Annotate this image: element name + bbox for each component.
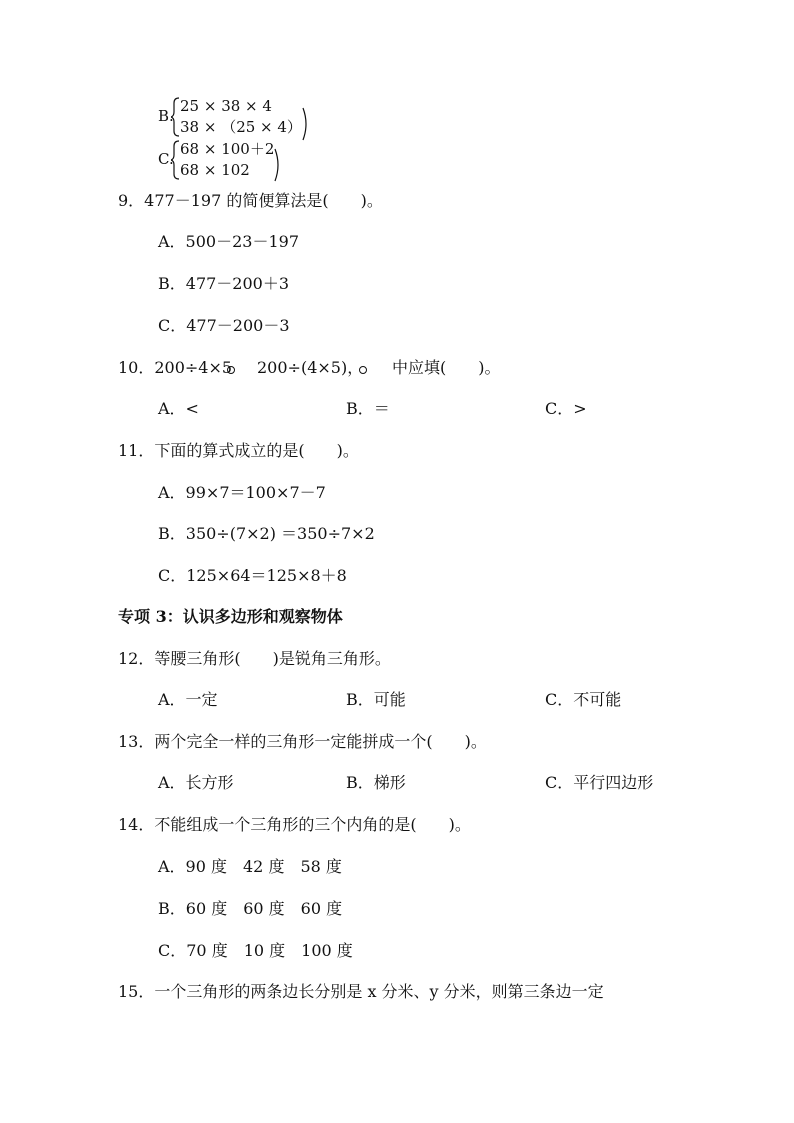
right-paren-icon bbox=[274, 148, 282, 182]
q10-stem-part-a: 10．200÷4×5 bbox=[118, 358, 233, 377]
option-b-line1: 25 × 38 × 4 bbox=[180, 97, 272, 115]
option-b-line2: 38 × （25 × 4） bbox=[180, 118, 302, 136]
right-paren-icon bbox=[302, 107, 310, 141]
q9-option-b[interactable]: B．477－200＋3 bbox=[158, 274, 290, 293]
q10-option-c[interactable]: C．> bbox=[545, 399, 587, 418]
q12-option-c[interactable]: C．不可能 bbox=[545, 690, 622, 709]
q14-stem: 14．不能组成一个三角形的三个内角的是( )。 bbox=[118, 815, 471, 834]
q12-option-b[interactable]: B．可能 bbox=[346, 690, 406, 709]
q14-option-a[interactable]: A．90 度 42 度 58 度 bbox=[158, 857, 342, 876]
q9-option-c[interactable]: C．477－200－3 bbox=[158, 316, 290, 335]
q13-stem: 13．两个完全一样的三角形一定能拼成一个( )。 bbox=[118, 732, 487, 751]
q13-option-c[interactable]: C．平行四边形 bbox=[545, 773, 654, 792]
q13-option-b[interactable]: B．梯形 bbox=[346, 773, 406, 792]
q9-stem: 9．477－197 的简便算法是( )。 bbox=[118, 191, 383, 210]
option-b-label: B. bbox=[158, 107, 174, 125]
q15-stem: 15．一个三角形的两条边长分别是 x 分米、y 分米，则第三条边一定 bbox=[118, 982, 604, 1001]
q10-stem-part-b: 200÷(4×5)， bbox=[257, 358, 364, 377]
option-c-line2: 68 × 102 bbox=[180, 161, 250, 179]
q11-option-c[interactable]: C．125×64＝125×8＋8 bbox=[158, 566, 347, 585]
q13-option-a[interactable]: A．长方形 bbox=[158, 773, 234, 792]
q10-option-b[interactable]: B．＝ bbox=[346, 399, 390, 418]
blank-circle-icon bbox=[358, 365, 368, 375]
q14-option-b[interactable]: B．60 度 60 度 60 度 bbox=[158, 899, 343, 918]
q14-option-c[interactable]: C．70 度 10 度 100 度 bbox=[158, 941, 353, 960]
q12-stem: 12．等腰三角形( )是锐角三角形。 bbox=[118, 649, 391, 668]
blank-circle-icon bbox=[226, 365, 236, 375]
q11-option-a[interactable]: A．99×7＝100×7－7 bbox=[158, 483, 326, 502]
option-c-label: C. bbox=[158, 150, 174, 168]
section-heading: 专项 3：认识多边形和观察物体 bbox=[118, 607, 343, 626]
q10-option-a[interactable]: A．< bbox=[158, 399, 199, 418]
option-c-line1: 68 × 100＋2 bbox=[180, 140, 275, 158]
q12-option-a[interactable]: A．一定 bbox=[158, 690, 218, 709]
q9-option-a[interactable]: A．500－23－197 bbox=[158, 232, 299, 251]
q10-stem-part-c: 中应填( )。 bbox=[392, 358, 501, 377]
q11-option-b[interactable]: B．350÷(7×2) ＝350÷7×2 bbox=[158, 524, 375, 543]
q11-stem: 11．下面的算式成立的是( )。 bbox=[118, 441, 359, 460]
